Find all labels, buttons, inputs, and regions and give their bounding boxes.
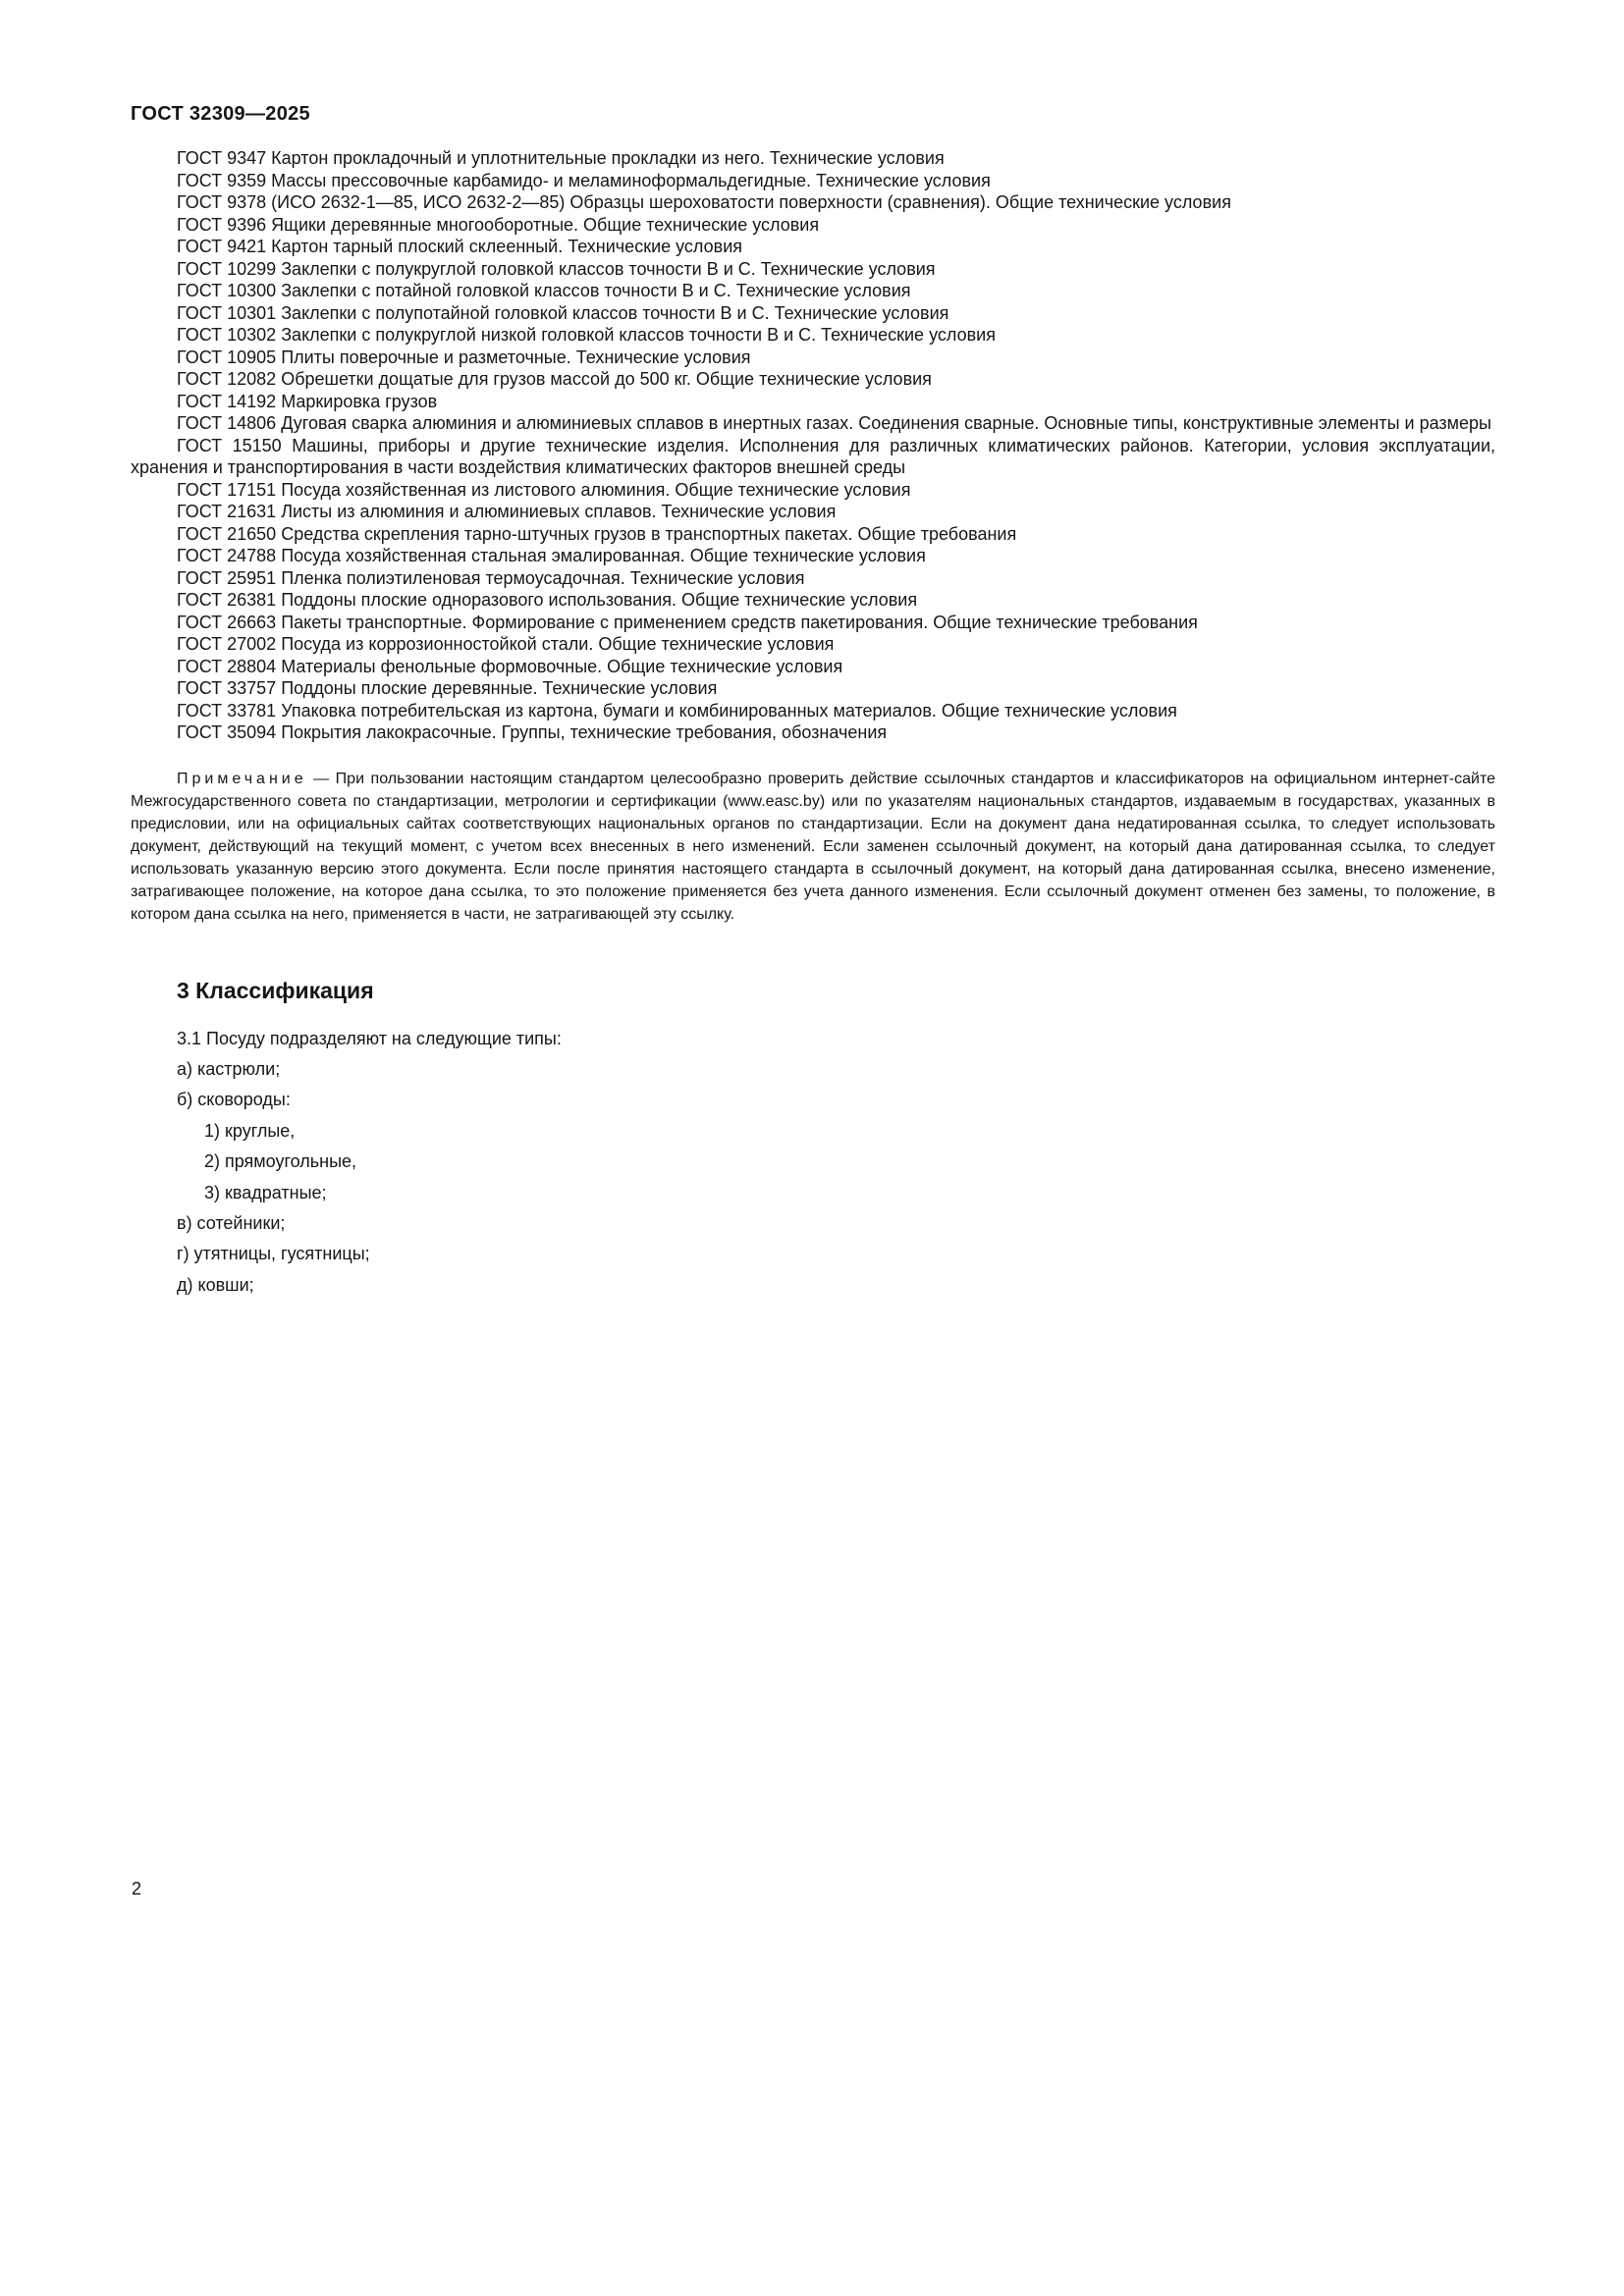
classification-item: в) сотейники; [177,1212,286,1233]
classification-block [131,1024,1495,1302]
classification-item: а) кастрюли; [177,1058,281,1079]
note-dash: — [313,770,330,787]
standard-entry: ГОСТ 35094 Покрытия лакокрасочные. Группы, технические требования, обозначения [177,722,888,742]
standard-entry: ГОСТ 28804 Материалы фенольные формовочные. Общие технические условия [177,656,843,676]
standard-entry: ГОСТ 26381 Поддоны плоские одноразового использования. Общие технические условия [177,590,918,610]
standard-entry: ГОСТ 10301 Заклепки с полупотайной головкой классов точности В и С. Технические условия [177,302,949,323]
standard-entry: ГОСТ 12082 Обрешетки дощатые для грузов массой до 500 кг. Общие технические условия [177,369,932,389]
classification-item: д) ковши; [177,1274,254,1295]
page-number: 2 [132,1879,142,1898]
page-content [131,102,1495,1301]
standard-entry: ГОСТ 26663 Пакеты транспортные. Формирование с применением средств пакетирования. Общие технические требования [177,612,1198,632]
standard-entry: ГОСТ 33781 Упаковка потребительская из картона, бумаги и комбинированных материалов. Общие технические условия [177,700,1177,721]
standard-entry: ГОСТ 25951 Пленка полиэтиленовая термоусадочная. Технические условия [177,567,805,588]
standard-entry: ГОСТ 14806 Дуговая сварка алюминия и алюминиевых сплавов в инертных газах. Соединения сварные. Основные типы, конструктивные элементы и размеры [177,413,1491,433]
classification-item: г) утятницы, гусятницы; [177,1244,370,1264]
note-paragraph [131,768,1495,926]
standard-entry: ГОСТ 21631 Листы из алюминия и алюминиевых сплавов. Технические условия [177,502,837,521]
standard-entry: ГОСТ 9396 Ящики деревянные многооборотные. Общие технические условия [177,214,820,235]
note-label: Примечание [177,770,307,787]
standards-list [131,147,1495,744]
standard-entry: ГОСТ 24788 Посуда хозяйственная стальная эмалированная. Общие технические условия [177,546,926,565]
standard-entry: ГОСТ 9359 Массы прессовочные карбамидо- и меламиноформальдегидные. Технические условия [177,170,991,190]
standard-entry: ГОСТ 21650 Средства скрепления тарно-штучных грузов в транспортных пакетах. Общие требования [177,523,1017,544]
standard-entry: ГОСТ 9421 Картон тарный плоский склеенный. Технические условия [177,237,743,256]
standard-entry: ГОСТ 10302 Заклепки с полукруглой низкой головкой классов точности В и С. Технические условия [177,325,996,345]
standard-entry: ГОСТ 33757 Поддоны плоские деревянные. Технические условия [177,678,718,698]
standard-entry: ГОСТ 17151 Посуда хозяйственная из листового алюминия. Общие технические условия [177,479,911,500]
standard-entry: ГОСТ 9347 Картон прокладочный и уплотнительные прокладки из него. Технические условия [177,148,945,168]
section-intro: 3.1 Посуду подразделяют на следующие типы: [177,1028,562,1048]
document-header: ГОСТ 32309—2025 [131,103,310,125]
standard-entry: ГОСТ 10300 Заклепки с потайной головкой классов точности В и С. Технические условия [177,281,911,300]
classification-item: 3) квадратные; [204,1182,327,1202]
section-heading: 3 Классификация [177,977,374,1003]
classification-item: 2) прямоугольные, [204,1151,357,1172]
note-text: При пользовании настоящим стандартом целесообразно проверить действие ссылочных стандартов и классификаторов на официальном интернет-сайте Межгосударственного совета по стандартизации, метрологии и сертификации (www.easc.by) или по указателям национальных стандартов, издаваемым в государствах, указанных в предисловии, или на официальных сайтах соответствующих национальных органов по стандартизации. Если на документ дана недатированная ссылка, то следует использовать документ, действующий на текущий момент, с учетом всех внесенных в него изменений. Если заменен ссылочный документ, на который дана датированная ссылка, то следует использовать указанную версию этого документа. Если после принятия настоящего стандарта в ссылочный документ, на который дана датированная ссылка, внесено изменение, затрагивающее положение, на которое дана ссылка, то это положение применяется без учета данного изменения. Если ссылочный документ отменен без замены, то положение, в котором дана ссылка на него, применяется в части, не затрагивающей эту ссылку. [131,770,1496,923]
standard-entry: ГОСТ 14192 Маркировка грузов [177,391,438,411]
classification-list [131,1054,1495,1301]
standard-entry: ГОСТ 9378 (ИСО 2632-1—85, ИСО 2632-2—85) Образцы шероховатости поверхности (сравнения). Общие технические условия [177,192,1231,212]
standard-entry: ГОСТ 27002 Посуда из коррозионностойкой стали. Общие технические условия [177,634,835,654]
classification-item: 1) круглые, [204,1120,296,1141]
standard-entry: ГОСТ 15150 Машины, приборы и другие технические изделия. Исполнения для различных климатических районов. Категории, условия эксплуатации, хранения и транспортирования в части воздействия климатических факторов внешней среды [131,435,1495,477]
standard-entry: ГОСТ 10905 Плиты поверочные и разметочные. Технические условия [177,347,751,367]
standard-entry: ГОСТ 10299 Заклепки с полукруглой головкой классов точности В и С. Технические условия [177,258,936,279]
classification-item: б) сковороды: [177,1090,291,1110]
